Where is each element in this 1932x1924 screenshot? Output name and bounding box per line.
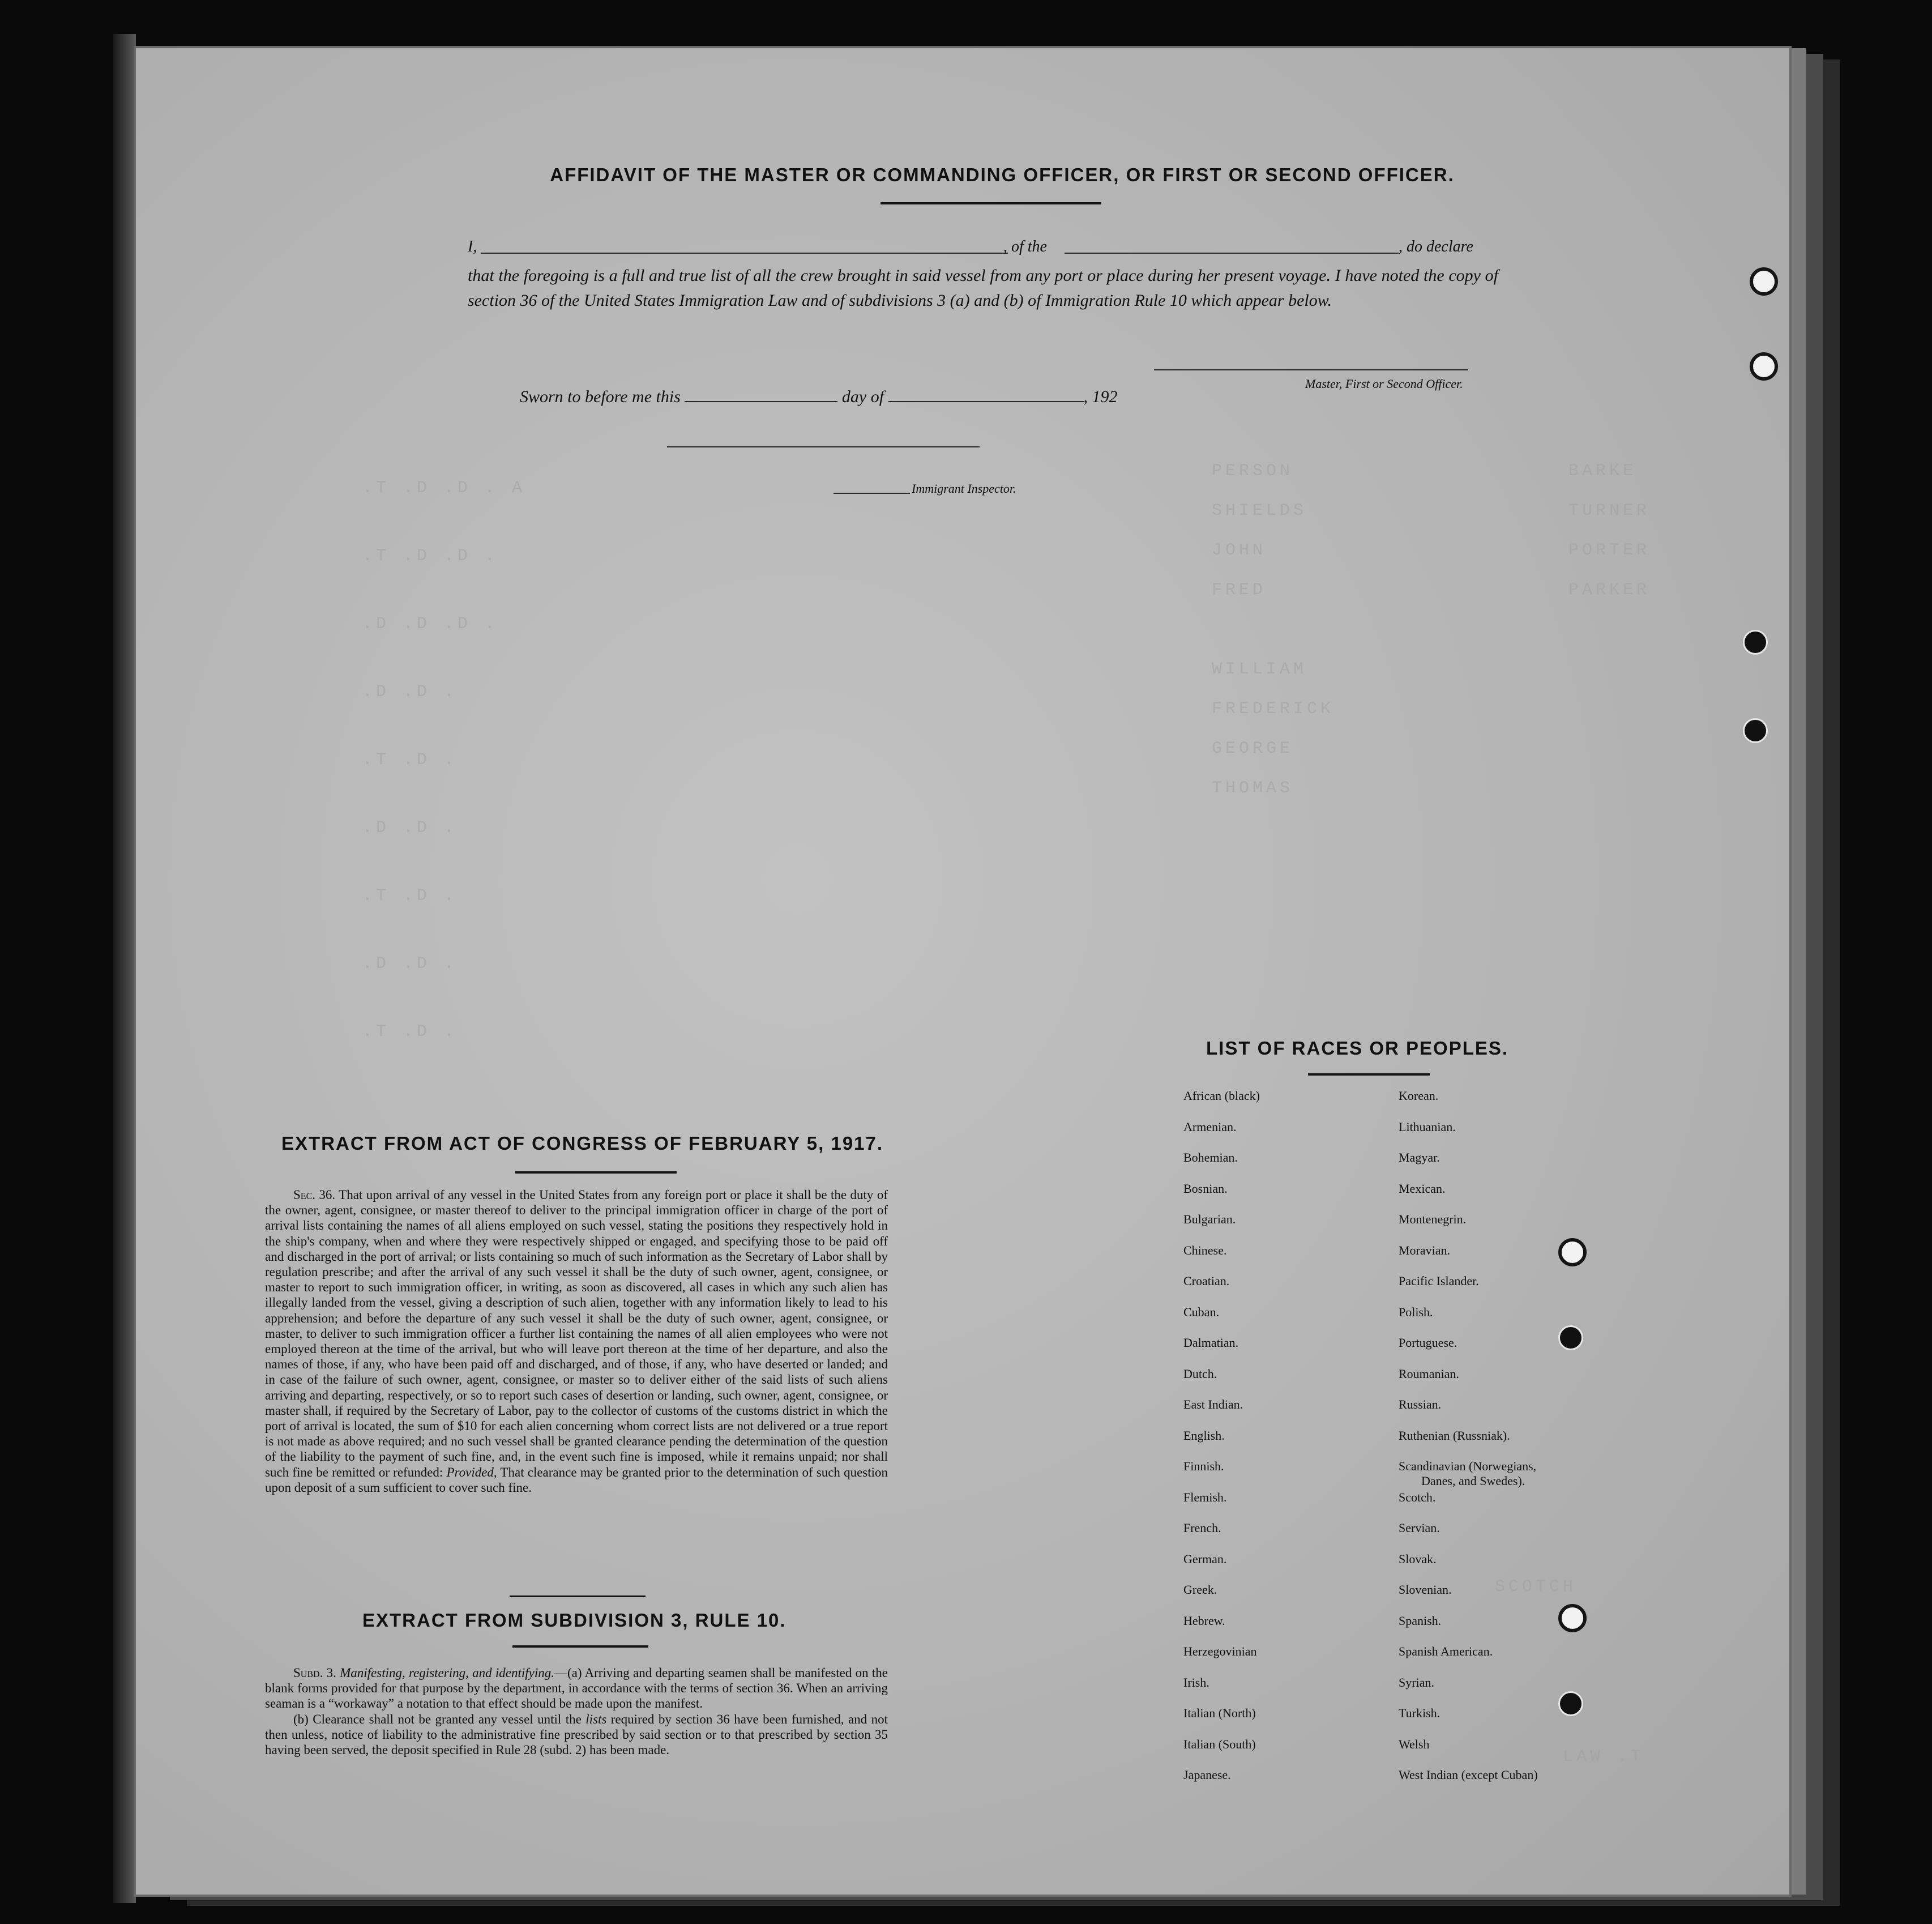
race-list-item (1183, 1521, 1260, 1552)
race-list-item (1183, 1212, 1260, 1243)
race-name: Lithuanian. (1399, 1119, 1456, 1134)
race-list-item (1183, 1644, 1260, 1675)
race-name: Italian (North) (1183, 1706, 1256, 1720)
race-name: Ruthenian (Russniak). (1399, 1428, 1510, 1443)
para-b-text-1: Clearance shall not be granted any vessel until the (313, 1712, 582, 1726)
races-title: LIST OF RACES OR PEOPLES. (1206, 1038, 1509, 1059)
declaration-i-label: I, (468, 238, 477, 255)
race-name: Slovak. (1399, 1551, 1437, 1566)
race-list-item (1399, 1120, 1538, 1151)
race-name: West Indian (except Cuban) (1399, 1768, 1538, 1782)
race-name: Servian. (1399, 1521, 1440, 1535)
punch-hole-icon (1743, 718, 1768, 743)
race-name: Polish. (1399, 1304, 1433, 1319)
race-list-item (1399, 1181, 1538, 1213)
race-name: Roumanian. (1399, 1366, 1459, 1381)
inspector-label: Immigrant Inspector. (912, 481, 1016, 496)
bleed-through-row: .D .D . (362, 818, 458, 838)
race-name: Armenian. (1183, 1119, 1237, 1134)
punch-hole-icon (1750, 267, 1778, 296)
race-name: Italian (South) (1183, 1737, 1256, 1751)
race-name: Dutch. (1183, 1366, 1217, 1381)
race-name: Greek. (1183, 1582, 1217, 1597)
race-name: Scandinavian (Norwegians, (1399, 1459, 1537, 1473)
race-list-item (1183, 1305, 1260, 1336)
para-b-text-2: required by section 36 have been furnished, and not then unless, notice of liability to the administrative fine prescribed by said section or to that prescribed by section 35 having been served, the deposit specified in Rule 28 (subd. 2) has been made. (265, 1712, 888, 1757)
race-name: Portuguese. (1399, 1336, 1457, 1350)
race-name: Mexican. (1399, 1181, 1446, 1196)
bleed-through-row: JOHN (1212, 541, 1267, 560)
sworn-statement (520, 387, 1118, 407)
race-name: Chinese. (1183, 1243, 1227, 1257)
section-label: Sec. 36. (293, 1188, 336, 1202)
act-extract-body-2: That clearance may be granted prior to the determination of such question upon deposit of a sum sufficient to cover such fine. (265, 1465, 888, 1495)
race-name: English. (1183, 1428, 1225, 1443)
race-name: German. (1183, 1551, 1227, 1566)
race-list-item (1183, 1737, 1260, 1768)
subd-label: Subd. 3. (293, 1666, 336, 1680)
races-column-left (1183, 1089, 1260, 1799)
race-list-item (1183, 1243, 1260, 1274)
race-name: Slovenian. (1399, 1582, 1452, 1597)
race-list-item (1183, 1768, 1260, 1799)
bleed-through-row: BARKE (1568, 462, 1637, 481)
bleed-through-row: .T .D . (362, 1022, 458, 1042)
race-name: Turkish. (1399, 1706, 1441, 1720)
rule-extract-top-rule (510, 1595, 646, 1597)
vessel-name-line[interactable] (1065, 253, 1399, 254)
race-list-item (1183, 1181, 1260, 1213)
race-list-item (1399, 1768, 1538, 1799)
race-list-item (1183, 1490, 1260, 1521)
race-list-item (1399, 1614, 1538, 1645)
bleed-through-row: .D .D .D . (362, 615, 499, 634)
bleed-through-row: PORTER (1568, 541, 1651, 560)
master-name-line[interactable] (481, 253, 1008, 254)
race-name: Spanish. (1399, 1613, 1442, 1628)
race-name: Herzegovinian (1183, 1644, 1257, 1658)
race-list-item (1399, 1737, 1538, 1768)
para-a-text: Arriving and departing seamen shall be manifested on the blank forms provided for that purpose by the department, in accordance with the terms of section 36. When an arriving seaman is a “workaway” a notation to that effect should be made upon the manifest. (265, 1666, 888, 1711)
race-list-item (1399, 1274, 1538, 1305)
rule-paragraph-a (265, 1665, 888, 1712)
race-list-item (1399, 1305, 1538, 1336)
race-list-item (1183, 1150, 1260, 1181)
sworn-year-label: , 192 (1083, 387, 1118, 406)
race-list-item (1399, 1089, 1538, 1120)
race-name: Russian. (1399, 1397, 1442, 1411)
rule-extract-body (265, 1665, 888, 1757)
race-name: African (black) (1183, 1089, 1260, 1103)
race-name: Moravian. (1399, 1243, 1451, 1257)
race-list-item (1399, 1212, 1538, 1243)
race-name: Cuban. (1183, 1304, 1219, 1319)
sworn-month-blank[interactable] (888, 401, 1084, 402)
sworn-day-of-label: day of (841, 387, 884, 406)
race-name: Flemish. (1183, 1490, 1227, 1504)
punch-hole-icon (1558, 1238, 1587, 1266)
punch-hole-icon (1743, 630, 1768, 655)
bleed-through-row: TURNER (1568, 501, 1651, 521)
bleed-through-row: SCOTCH (1495, 1577, 1577, 1597)
bleed-through-row: SHIELDS (1212, 501, 1307, 521)
sworn-day-blank[interactable] (685, 401, 837, 402)
para-b-lists: lists (585, 1712, 607, 1726)
sworn-prefix: Sworn to before me this (520, 387, 681, 406)
act-extract-body (265, 1187, 888, 1495)
bleed-through-row: .T .D .D . (362, 547, 499, 566)
race-list-item (1183, 1089, 1260, 1120)
race-list-item (1399, 1367, 1538, 1398)
race-name: Welsh (1399, 1737, 1430, 1751)
race-name: Bohemian. (1183, 1150, 1238, 1164)
race-name: Bulgarian. (1183, 1212, 1236, 1226)
race-list-item (1183, 1367, 1260, 1398)
bleed-through-row: .T .D . (362, 886, 458, 906)
race-name: Montenegrin. (1399, 1212, 1467, 1226)
bleed-through-row: FREDERICK (1212, 699, 1335, 719)
affidavit-title: AFFIDAVIT OF THE MASTER OR COMMANDING OFFICER, OR FIRST OR SECOND OFFICER. (550, 164, 1455, 185)
race-list-item (1183, 1336, 1260, 1367)
para-b-marker: (b) (293, 1712, 309, 1726)
race-name: Syrian. (1399, 1675, 1434, 1690)
race-list-item (1399, 1459, 1538, 1490)
race-list-item (1183, 1428, 1260, 1460)
race-list-item (1183, 1675, 1260, 1707)
race-name: Scotch. (1399, 1490, 1436, 1504)
act-extract-title-rule (515, 1171, 677, 1174)
bleed-through-row: LAW .T (1563, 1747, 1645, 1767)
signature-label: Master, First or Second Officer. (1305, 377, 1463, 391)
race-list-item (1183, 1274, 1260, 1305)
act-extract-title: EXTRACT FROM ACT OF CONGRESS OF FEBRUARY 5, 1917. (281, 1133, 884, 1154)
race-list-item (1399, 1150, 1538, 1181)
inspector-short-line (834, 493, 910, 494)
race-list-item (1183, 1614, 1260, 1645)
race-list-item (1183, 1120, 1260, 1151)
race-name: French. (1183, 1521, 1221, 1535)
declaration-do-declare-label: , do declare (1399, 238, 1473, 255)
race-list-item (1183, 1706, 1260, 1737)
race-name: Pacific Islander. (1399, 1274, 1479, 1288)
signature-line[interactable] (1154, 369, 1468, 370)
race-name: Irish. (1183, 1675, 1209, 1690)
race-list-item (1399, 1521, 1538, 1552)
bleed-through-row: FRED (1212, 581, 1267, 600)
declaration-body: that the foregoing is a full and true list of all the crew brought in said vessel from any port or place during her present voyage. I have noted the copy of section 36 of the United States Immigration Law and of subdivisions 3 (a) and (b) of Immigration Rule 10 which appear below. (468, 266, 1498, 310)
race-list-item (1399, 1490, 1538, 1521)
bleed-through-row: PERSON (1212, 462, 1294, 481)
punch-hole-icon (1558, 1325, 1583, 1350)
para-a-marker: —(a) (554, 1666, 582, 1680)
punch-hole-icon (1750, 352, 1778, 381)
bleed-through-row: GEORGE (1212, 739, 1294, 758)
scan-left-edge (113, 34, 136, 1903)
race-name: Dalmatian. (1183, 1336, 1239, 1350)
race-list-item (1399, 1582, 1538, 1614)
race-name: Magyar. (1399, 1150, 1440, 1164)
race-name: Croatian. (1183, 1274, 1230, 1288)
race-list-item (1183, 1552, 1260, 1583)
affidavit-title-rule (880, 202, 1101, 204)
bleed-through-row: PARKER (1568, 581, 1651, 600)
bleed-through-row: WILLIAM (1212, 660, 1307, 679)
punch-hole-icon (1558, 1691, 1583, 1716)
race-list-item (1399, 1706, 1538, 1737)
act-extract-body-1: That upon arrival of any vessel in the United States from any foreign port or place it shall be the duty of the owner, agent, consignee, or master thereof to deliver to the principal immigration officer in charge of the port of arrival lists containing the names of all aliens employed on such vessel, stating the positions they respectively hold in the ship's company, when and where they were respectively shipped or engaged, and specifying those to be paid off and discharged in the port of arrival; or lists containing so much of such information as the Secretary of Labor shall by regulation prescribe; and after the arrival of any such vessel it shall be the duty of such owner, agent, consignee, or master to report to such immigration officer, in writing, as soon as discovered, all cases in which any such alien has illegally landed from the vessel, giving a description of such alien, together with any information likely to lead to his apprehension; and before the departure of any such vessel it shall be the duty of such owner, agent, consignee, or master, to deliver to such immigration officer a further list containing the names of all alien employees who were not employed thereon at the time of the arrival, but who will leave port thereon at the time of her departure, and also the names of those, if any, who have been paid off and discharged, and of those, if any, who have deserted or landed; and in case of the failure of such owner, agent, consignee, or master so to deliver either of the said lists of such aliens arriving and departing, respectively, or so to report such cases of desertion or landing, such owner, agent, consignee, or master shall, if required by the Secretary of Labor, pay to the collector of customs of the customs district in which the port of arrival is located, the sum of $10 for each alien concerning whom correct lists are not delivered or a true report is not made as above required; and no such vessel shall be granted clearance pending the determination of the question of the liability to the payment of such fine, and, in the event such fine is imposed, while it remains unpaid; nor shall such fine be remitted or refunded: (265, 1188, 888, 1479)
races-title-rule (1308, 1073, 1430, 1076)
bleed-through-row: THOMAS (1212, 779, 1294, 798)
race-name: Bosnian. (1183, 1181, 1228, 1196)
race-list-item (1399, 1336, 1538, 1367)
race-list-item (1399, 1644, 1538, 1675)
declaration-of-the-label: , of the (1003, 238, 1047, 255)
bleed-through-row: .D .D . (362, 954, 458, 974)
race-list-item (1399, 1428, 1538, 1460)
inspector-signature-line[interactable] (667, 446, 980, 447)
race-name: East Indian. (1183, 1397, 1243, 1411)
race-name: Hebrew. (1183, 1613, 1225, 1628)
rule-extract-title: EXTRACT FROM SUBDIVISION 3, RULE 10. (362, 1610, 787, 1631)
race-list-item (1399, 1397, 1538, 1428)
bleed-through-row: .T .D .D . A (362, 479, 526, 498)
race-list-item (1399, 1243, 1538, 1274)
race-list-item (1183, 1459, 1260, 1490)
races-column-right (1399, 1089, 1538, 1799)
punch-hole-icon (1558, 1604, 1587, 1632)
race-name: Spanish American. (1399, 1644, 1493, 1658)
race-name: Finnish. (1183, 1459, 1224, 1473)
provided-label: Provided, (446, 1465, 497, 1479)
bleed-through-row: .D .D . (362, 682, 458, 702)
race-name: Korean. (1399, 1089, 1439, 1103)
bleed-through-row: .T .D . (362, 750, 458, 770)
race-list-item (1183, 1397, 1260, 1428)
race-list-item (1183, 1582, 1260, 1614)
race-name-continuation: Danes, and Swedes). (1421, 1474, 1525, 1488)
race-list-item (1399, 1675, 1538, 1707)
rule-extract-title-rule (512, 1645, 648, 1648)
race-list-item (1399, 1552, 1538, 1583)
rule-paragraph-b (265, 1712, 888, 1758)
race-name: Japanese. (1183, 1768, 1231, 1782)
subd-heading: Manifesting, registering, and identifying. (340, 1666, 554, 1680)
